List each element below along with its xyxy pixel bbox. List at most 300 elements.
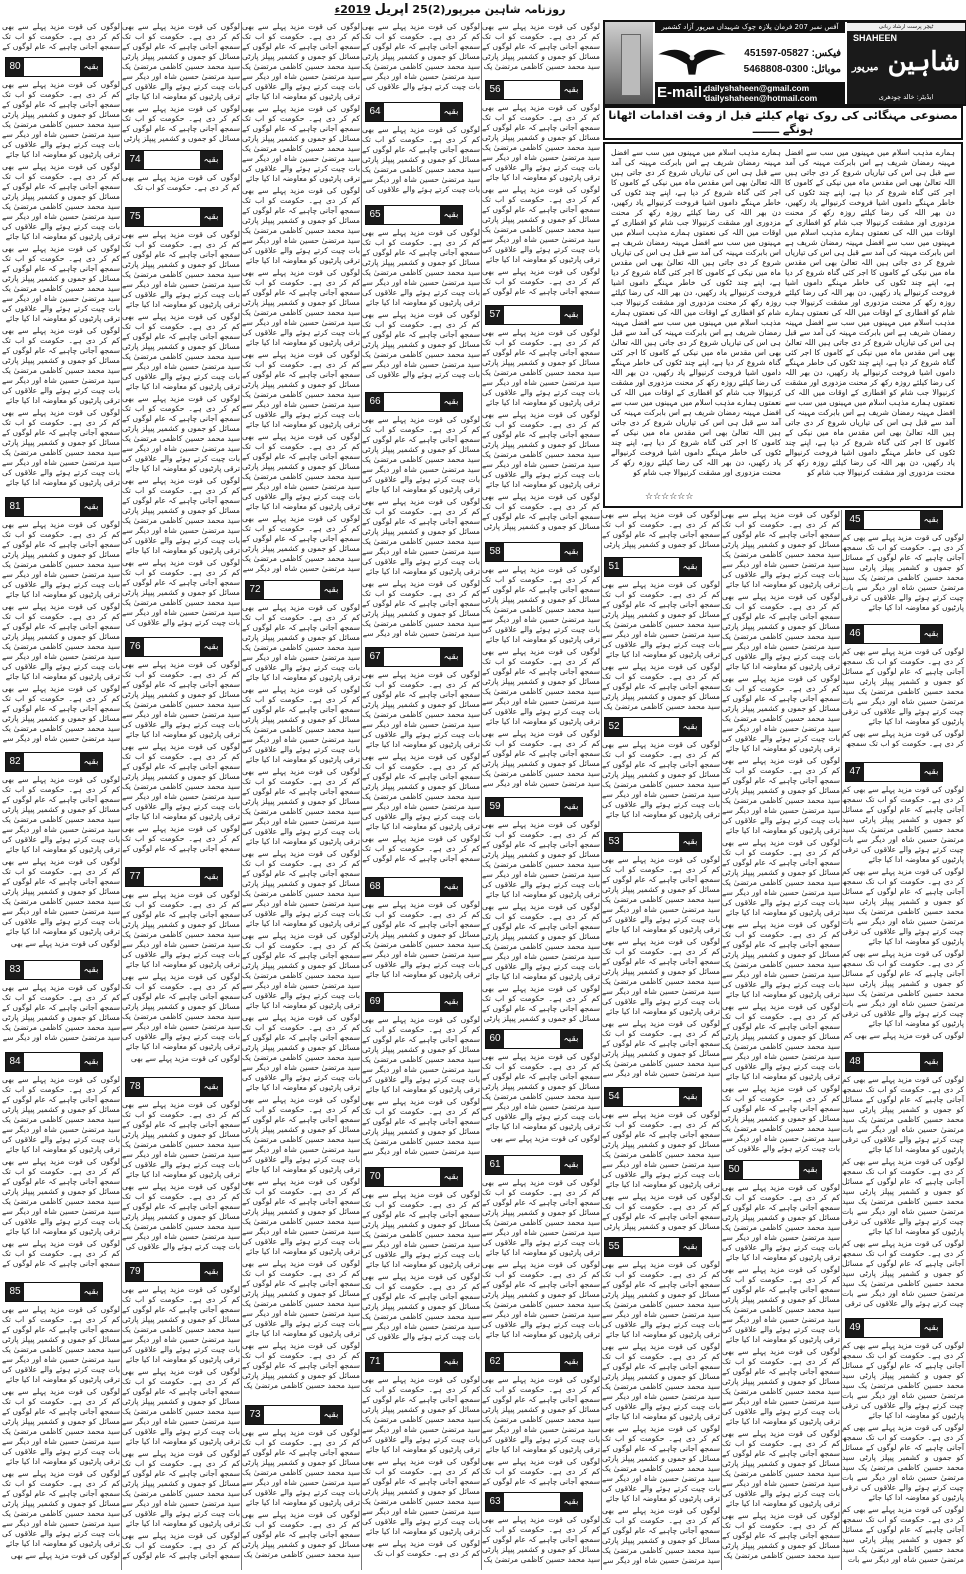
editorial-column-left: ہمارے مذہب اسلام میں مہینوں میں سب سے افضل مہینہ رمضان شریف ہے اس بابرکت مہینہ کی آمد سے قبل ہی اس کی تیاریاں شروع کر دی جاتی ہیں اللہ تعالیٰ بھی اس مقدس ماہ میں نیکی کے کاموں کا اجر کئی گناہ شروع کر دیا ہے، اپنے چند ٹکوں کی خاطر مہنگے داموں اشیا فروخت کرنیوالے یاد رکھیں، دن بھر اللہ کی رضا کیلئے روزہ رکھ کر محنت مزدوری اور مشقت کرنیوالا جب شام کو افطاری کے اوقات میں اللہ کی نعمتوں ہمارے مذہب اسلام میں مہینوں میں سب سے افضل مہینہ رمضان شریف ہے اس بابرکت مہینہ کی آمد سے قبل ہی اس کی تیاریاں شروع کر دی جاتی ہیں اللہ تعالیٰ بھی اس مقدس ماہ میں نیکی کے کاموں کا اجر کئی گناہ شروع کر دیا ہے، اپنے چند ٹکوں کی خاطر مہنگے داموں اشیا فروخت کرنیوالے یاد رکھیں، دن بھر اللہ کی رضا کیلئے روزہ رکھ کر محنت مزدوری اور مشقت کرنیوالا جب شام کو افطاری کے اوقات میں اللہ کی نعمتوں ہمارے مذہب اسلام میں مہینوں میں سب سے افضل مہینہ رمضان شریف ہے اس بابرکت مہینہ کی آمد سے قبل ہی اس کی تیاریاں شروع کر دی جاتی ہیں اللہ تعالیٰ بھی اس مقدس ماہ میں نیکی کے کاموں کا اجر کئی گناہ شروع کر دیا ہے، اپنے چند ٹکوں کی خاطر مہنگے داموں اشیا فروخت کرنیوالے یاد رکھیں، دن بھر اللہ کی رضا کیلئے روزہ رکھ کر محنت مزدوری اور مشقت کرنیوالا جب شام کو افطاری کے اوقات میں اللہ کی نعمتوں ہمارے مذہب اسلام میں مہینوں میں سب سے افضل مہینہ رمضان شریف ہے اس بابرکت مہینہ کی آمد سے قبل ہی اس کی تیاریاں شروع کر دی جاتی ہیں اللہ تعالیٰ بھی اس مقدس ماہ میں نیکی کے کاموں کا اجر کئی گناہ شروع کر دیا ہے، اپنے چند ٹکوں کی خاطر مہنگے داموں اشیا فروخت کرنیوالے یاد رکھیں، دن بھر اللہ کی رضا کیلئے روزہ رکھ کر محنت مزدوری اور مشقت کرنیوالا جب شام کو xyxy=(611,148,781,477)
article-paragraph: لوگوں کی قوت مزید پہلے سے بھی کم کر دی ہے۔ حکومت کو اب تک سمجھ آجانی چاہیے کہ عام لوگوں کے مسائل کو جموں و کشمیر پیپلز پارٹی سید محمد حسین کاظمی مرتضیٰ یک سید مرتضیٰ حسین شاہ اور دیگر سے بات چیت کرتے ہوئے والے علاقوں کی xyxy=(122,1182,240,1251)
article-paragraph: لوگوں کی قوت مزید پہلے سے بھی کم کر دی ہے۔ حکومت کو اب تک سمجھ آجانی چاہیے کہ عام لوگوں کے مسائل کو جموں و کشمیر پیپلز پارٹی سید محمد حسین کاظمی مرتضیٰ یک سید مرتضیٰ حسین شاہ اور دیگر سے بات چیت کرتے ہوئے والے علاقوں کی ترقی پارٹیوں کو معاوضہ ادا کیا جائے xyxy=(482,103,600,182)
article-paragraph: لوگوں کی قوت مزید پہلے سے بھی کم کر دی ہے۔ حکومت کو اب تک سمجھ آجانی چاہیے کہ عام لوگوں کے مسائل کو جموں و کشمیر پیپلز پارٹی سید محمد حسین کاظمی مرتضیٰ یک سید مرتضیٰ حسین شاہ اور دیگر سے بات چیت کرتے ہوئے والے علاقوں کی ترقی پارٹیوں کو معاوضہ ادا کیا جائے xyxy=(482,902,600,981)
continued-label: بقیہ xyxy=(679,558,701,576)
article-paragraph: لوگوں کی قوت مزید پہلے سے بھی کم کر دی ہے۔ حکومت کو اب تک سمجھ آجانی چاہیے کہ عام لوگوں کے مسائل کو جموں و کشمیر پیپلز پارٹی سید محمد حسین کاظمی مرتضیٰ یک سید مرتضیٰ حسین شاہ اور دیگر سے بات چیت کرتے ہوئے والے علاقوں کی ترقی پارٹیوں کو معاوضہ ادا کیا جائے xyxy=(242,1428,360,1507)
article-paragraph: لوگوں کی قوت مزید پہلے سے بھی کم کر دی ہے۔ حکومت کو اب تک سمجھ آجانی چاہیے کہ عام لوگوں کے مسائل کو جموں و کشمیر پیپلز پارٹی سید محمد حسین کاظمی مرتضیٰ یک xyxy=(482,22,600,71)
continued-label: بقیہ xyxy=(679,1088,701,1106)
article-paragraph: لوگوں کی قوت مزید پہلے سے بھی کم کر دی ہے۔ حکومت کو اب تک سمجھ آجانی چاہیے کہ عام لوگوں کے مسائل کو جموں و کشمیر پیپلز پارٹی xyxy=(602,1192,720,1231)
continued-box xyxy=(724,1160,822,1180)
news-column xyxy=(242,603,360,1393)
article-paragraph: لوگوں کی قوت مزید پہلے سے بھی کم کر دی ہے۔ حکومت کو اب تک سمجھ آجانی چاہیے کہ عام لوگوں کے مسائل کو جموں و کشمیر پیپلز پارٹی سید محمد حسین کاظمی مرتضیٰ یک سید مرتضیٰ حسین شاہ اور دیگر سے بات چیت کرتے ہوئے والے علاقوں کی xyxy=(362,22,480,91)
article-paragraph: لوگوں کی قوت مزید پہلے سے بھی کم کر دی ہے۔ حکومت کو اب تک سمجھ آجانی چاہیے کہ عام لوگوں کے مسائل کو جموں و کشمیر پیپلز پارٹی سید محمد حسین کاظمی مرتضیٰ یک سید مرتضیٰ حسین شاہ اور دیگر سے بات چیت کرتے ہوئے والے علاقوں کی ترقی پارٹیوں کو معاوضہ ادا کیا جائے xyxy=(2,162,120,241)
continued-label: بقیہ xyxy=(200,208,222,226)
article-paragraph: لوگوں کی قوت مزید پہلے سے بھی کم کر دی ہے۔ حکومت کو اب تک xyxy=(122,173,240,192)
article-paragraph: لوگوں کی قوت مزید پہلے سے بھی xyxy=(10,1551,120,1560)
news-column xyxy=(362,228,480,382)
continued-label: بقیہ xyxy=(80,1053,102,1071)
article-paragraph: لوگوں کی قوت مزید پہلے سے بھی کم کر دی ہے۔ حکومت کو اب تک سمجھ آجانی چاہیے کہ عام لوگوں کے مسائل کو جموں و کشمیر پیپلز پارٹی سید محمد حسین کاظمی مرتضیٰ یک سید مرتضیٰ حسین شاہ اور دیگر سے بات چیت کرتے ہوئے والے علاقوں کی ترقی پارٹیوں کو معاوضہ ادا کیا جائے xyxy=(842,533,964,612)
news-column xyxy=(2,80,120,490)
continued-number: 45 xyxy=(846,511,864,529)
continued-box xyxy=(365,205,463,225)
continued-label: بقیہ xyxy=(560,1353,582,1371)
continued-label: بقیہ xyxy=(200,151,222,169)
column-divider xyxy=(121,22,122,1570)
article-paragraph: لوگوں کی قوت مزید پہلے سے بھی کم کر دی ہے۔ حکومت کو اب تک سمجھ آجانی چاہیے کہ عام لوگوں کے مسائل کو جموں و کشمیر پیپلز پارٹی سید محمد حسین کاظمی مرتضیٰ یک سید مرتضیٰ حسین شاہ اور دیگر سے بات چیت کرتے ہوئے والے علاقوں کی ترقی پارٹیوں کو معاوضہ ادا کیا جائے xyxy=(482,647,600,726)
continued-box xyxy=(485,1492,583,1512)
continued-number: 54 xyxy=(605,1088,623,1106)
article-paragraph: لوگوں کی قوت مزید پہلے سے بھی کم کر دی ہے۔ حکومت کو اب تک سمجھ آجانی چاہیے کہ عام لوگوں کے مسائل کو جموں و کشمیر پیپلز پارٹی سید محمد حسین کاظمی مرتضیٰ یک سید مرتضیٰ حسین شاہ اور دیگر سے بات چیت کرتے ہوئے والے علاقوں کی ترقی پارٹیوں کو معاوضہ ادا کیا جائے xyxy=(602,855,720,934)
article-paragraph: لوگوں کی قوت مزید پہلے سے بھی کم کر دی ہے۔ حکومت کو اب تک سمجھ آجانی چاہیے کہ عام لوگوں کے مسائل کو جموں و کشمیر پیپلز پارٹی سید محمد حسین کاظمی مرتضیٰ یک سید مرتضیٰ حسین شاہ اور دیگر سے بات چیت کرتے ہوئے والے علاقوں کی ترقی پارٹیوں کو معاوضہ ادا کیا جائے xyxy=(722,510,840,589)
article-paragraph: لوگوں کی قوت مزید پہلے سے بھی کم کر دی ہے۔ حکومت کو اب تک سمجھ آجانی چاہیے کہ عام لوگوں کے مسائل کو جموں و کشمیر پیپلز پارٹی سید محمد حسین کاظمی مرتضیٰ یک سید مرتضیٰ حسین شاہ اور دیگر سے بات چیت کرتے ہوئے والے علاقوں کی ترقی پارٹیوں کو معاوضہ ادا کیا جائے xyxy=(362,900,480,979)
continued-number: 63 xyxy=(486,1493,504,1511)
continued-label: بقیہ xyxy=(560,81,582,99)
continued-number: 58 xyxy=(486,543,504,561)
continued-box xyxy=(485,542,583,562)
continued-box xyxy=(245,580,343,600)
continued-label: بقیہ xyxy=(920,625,942,643)
article-paragraph: لوگوں کی قوت مزید پہلے سے بھی کم کر دی ہے۔ حکومت کو اب تک سمجھ آجانی چاہیے کہ عام لوگوں کے مسائل کو جموں و کشمیر پیپلز پارٹی سید محمد حسین کاظمی مرتضیٰ یک سید مرتضیٰ حسین شاہ اور دیگر سے بات چیت کرتے ہوئے والے علاقوں کی ترقی پارٹیوں کو معاوضہ ادا کیا جائے xyxy=(842,1075,964,1154)
article-paragraph: لوگوں کی قوت مزید پہلے سے بھی کم xyxy=(843,1031,964,1040)
article-paragraph: لوگوں کی قوت مزید پہلے سے بھی کم کر دی ہے۔ حکومت کو اب تک سمجھ آجانی چاہیے کہ عام لوگوں کے مسائل کو جموں و کشمیر پیپلز پارٹی سید محمد حسین کاظمی مرتضیٰ یک سید مرتضیٰ حسین شاہ اور دیگر سے بات چیت کرتے ہوئے والے علاقوں کی ترقی پارٹیوں کو معاوضہ ادا کیا جائے xyxy=(602,1342,720,1421)
contact-block: آفس نمبر 207 فرمان پلازہ چوک شہیداں میرپور آزاد کشمیر فیکس: 05827-451597 موبائل: 0300-5468808 E-mail: dailyshaheen@gmail.com dailyshaheen@hotmail.com xyxy=(655,22,845,104)
article-paragraph: لوگوں کی قوت مزید پہلے سے بھی کم کر دی ہے۔ حکومت کو اب تک سمجھ آجانی چاہیے کہ عام لوگوں کے مسائل کو جموں و کشمیر پیپلز پارٹی سید محمد حسین کاظمی مرتضیٰ یک سید مرتضیٰ حسین شاہ اور دیگر سے بات چیت کرتے ہوئے والے علاقوں کی ترقی پارٹیوں کو معاوضہ ادا کیا جائے xyxy=(242,104,360,183)
article-paragraph: لوگوں کی قوت مزید پہلے سے بھی کم کر دی ہے۔ حکومت کو اب تک سمجھ آجانی چاہیے کہ عام لوگوں کے مسائل کو جموں و کشمیر پیپلز پارٹی سید محمد حسین کاظمی مرتضیٰ یک xyxy=(482,1515,600,1564)
article-paragraph: لوگوں کی قوت مزید پہلے سے بھی کم کر دی ہے۔ حکومت کو اب تک سمجھ آجانی چاہیے کہ عام لوگوں کے مسائل کو جموں و کشمیر پیپلز پارٹی سید محمد حسین کاظمی مرتضیٰ یک سید مرتضیٰ حسین شاہ اور دیگر سے بات چیت کرتے ہوئے والے علاقوں کی xyxy=(362,125,480,194)
continued-box xyxy=(5,57,103,77)
article-paragraph: لوگوں کی قوت مزید پہلے سے بھی کم کر دی ہے۔ حکومت کو اب تک سمجھ آجانی چاہیے کہ عام لوگوں کے xyxy=(482,1457,600,1486)
article-paragraph: لوگوں کی قوت مزید پہلے سے بھی کم کر دی ہے۔ حکومت کو اب تک سمجھ آجانی چاہیے کہ عام لوگوں کے مسائل کو جموں و کشمیر پیپلز پارٹی سید محمد حسین کاظمی مرتضیٰ یک سید مرتضیٰ حسین شاہ اور دیگر سے بات چیت کرتے ہوئے والے علاقوں کی ترقی پارٹیوں کو معاوضہ ادا کیا جائے xyxy=(2,1305,120,1384)
news-column xyxy=(2,1305,120,1563)
continued-number: 82 xyxy=(6,753,24,771)
article-paragraph: لوگوں کی قوت مزید پہلے سے بھی کم کر دی ہے۔ حکومت کو اب تک سمجھ آجانی چاہیے کہ عام لوگوں کے مسائل کو جموں و کشمیر پیپلز پارٹی سید محمد حسین کاظمی مرتضیٰ یک سید مرتضیٰ حسین شاہ اور دیگر سے بات چیت کرتے ہوئے والے علاقوں کی ترقی پارٹیوں کو معاوضہ ادا کیا جائے xyxy=(842,785,964,864)
article-paragraph: لوگوں کی قوت مزید پہلے سے بھی کم کر دی ہے۔ حکومت کو اب تک سمجھ آجانی چاہیے کہ عام لوگوں کے مسائل کو جموں و کشمیر پیپلز پارٹی xyxy=(122,104,240,143)
article-paragraph: لوگوں کی قوت مزید پہلے سے بھی xyxy=(10,939,120,948)
article-paragraph: لوگوں کی قوت مزید پہلے سے بھی کم کر دی ہے۔ حکومت کو اب تک سمجھ آجانی چاہیے کہ عام لوگوں کے مسائل کو جموں و کشمیر پیپلز پارٹی سید محمد حسین کاظمی مرتضیٰ یک سید مرتضیٰ حسین شاہ اور دیگر سے بات چیت کرتے ہوئے والے علاقوں کی ترقی پارٹیوں کو معاوضہ ادا کیا جائے xyxy=(722,674,840,753)
article-paragraph: لوگوں کی قوت مزید پہلے سے بھی کم کر دی ہے۔ حکومت کو اب تک سمجھ آجانی چاہیے کہ عام لوگوں کے مسائل کو جموں و کشمیر پیپلز پارٹی سید محمد حسین کاظمی مرتضیٰ یک سید مرتضیٰ حسین شاہ اور دیگر سے بات چیت کرتے ہوئے والے علاقوں کی ترقی پارٹیوں کو معاوضہ ادا کیا جائے xyxy=(482,1375,600,1454)
news-column xyxy=(362,125,480,197)
article-paragraph: لوگوں کی قوت مزید پہلے سے بھی کم کر دی ہے۔ حکومت کو اب تک سمجھ آجانی چاہیے کہ عام لوگوں کے مسائل کو جموں و کشمیر پیپلز پارٹی سید محمد حسین کاظمی مرتضیٰ یک سید مرتضیٰ حسین شاہ اور دیگر سے بات چیت کرتے ہوئے والے علاقوں کی ترقی پارٹیوں کو معاوضہ ادا کیا جائے xyxy=(602,1424,720,1503)
news-column xyxy=(2,775,120,951)
article-paragraph: لوگوں کی قوت مزید پہلے سے بھی کم کر دی ہے۔ حکومت کو اب تک سمجھ آجانی چاہیے کہ عام لوگوں کے مسائل کو جموں و کشمیر پیپلز پارٹی سید محمد حسین کاظمی مرتضیٰ یک سید مرتضیٰ حسین شاہ اور دیگر سے بات چیت کرتے ہوئے والے علاقوں کی ترقی پارٹیوں کو معاوضہ ادا کیا جائے xyxy=(122,230,240,309)
article-paragraph: لوگوں کی قوت مزید پہلے سے بھی کم کر دی ہے۔ حکومت کو اب تک سمجھ آجانی چاہیے کہ عام لوگوں کے مسائل کو جموں و کشمیر پیپلز پارٹی سید محمد حسین کاظمی مرتضیٰ یک سید مرتضیٰ حسین شاہ اور دیگر سے بات چیت کرتے ہوئے والے علاقوں کی ترقی پارٹیوں کو معاوضہ ادا کیا جائے xyxy=(242,268,360,347)
continued-label: بقیہ xyxy=(200,1263,222,1281)
news-column xyxy=(122,173,240,195)
article-paragraph: لوگوں کی قوت مزید پہلے سے بھی کم کر دی ہے۔ حکومت کو اب تک سمجھ آجانی چاہیے کہ عام لوگوں کے مسائل کو جموں و کشمیر پیپلز پارٹی سید محمد حسین کاظمی مرتضیٰ یک سید مرتضیٰ حسین شاہ اور دیگر سے بات چیت کرتے ہوئے والے علاقوں کی ترقی پارٹیوں کو معاوضہ ادا کیا جائے xyxy=(482,1260,600,1339)
continued-box xyxy=(365,1167,463,1187)
news-column xyxy=(602,855,720,1081)
column-divider xyxy=(721,510,722,1570)
article-paragraph: لوگوں کی قوت مزید پہلے سے بھی کم کر دی ہے۔ حکومت کو اب تک سمجھ آجانی چاہیے کہ عام لوگوں کے xyxy=(482,267,600,296)
article-paragraph: لوگوں کی قوت مزید پہلے سے بھی کم کر دی ہے۔ حکومت کو اب تک سمجھ xyxy=(842,729,964,748)
continued-number: 83 xyxy=(6,961,24,979)
news-column xyxy=(2,22,120,54)
article-paragraph: لوگوں کی قوت مزید پہلے سے بھی کم کر دی ہے۔ حکومت کو اب تک سمجھ آجانی چاہیے کہ عام لوگوں کے مسائل کو جموں و کشمیر پیپلز پارٹی سید محمد حسین کاظمی مرتضیٰ یک سید مرتضیٰ حسین شاہ اور دیگر سے بات چیت کرتے ہوئے والے علاقوں کی ترقی پارٹیوں کو معاوضہ ادا کیا جائے xyxy=(362,497,480,576)
article-paragraph: لوگوں کی قوت مزید پہلے سے بھی کم کر دی ہے۔ حکومت کو اب تک سمجھ آجانی چاہیے کہ عام لوگوں کے مسائل کو جموں و کشمیر پیپلز پارٹی سید محمد حسین کاظمی مرتضیٰ یک سید مرتضیٰ حسین شاہ اور دیگر سے بات چیت کرتے ہوئے والے علاقوں کی ترقی پارٹیوں کو معاوضہ ادا کیا جائے xyxy=(482,820,600,899)
article-paragraph: لوگوں کی قوت مزید پہلے سے بھی کم کر دی ہے۔ حکومت کو اب تک سمجھ آجانی چاہیے کہ عام لوگوں کے مسائل کو جموں و کشمیر پیپلز پارٹی سید محمد حسین کاظمی مرتضیٰ یک سید مرتضیٰ حسین شاہ اور دیگر سے بات چیت کرتے ہوئے والے علاقوں کی ترقی پارٹیوں کو معاوضہ ادا کیا جائے xyxy=(122,1100,240,1179)
continued-number: 52 xyxy=(605,718,623,736)
continued-box xyxy=(5,960,103,980)
continued-box xyxy=(125,1262,223,1282)
article-paragraph: لوگوں کی قوت مزید پہلے سے بھی کم کر دی ہے۔ حکومت کو اب تک سمجھ آجانی چاہیے کہ عام لوگوں کے مسائل کو جموں و کشمیر پیپلز پارٹی سید محمد حسین کاظمی مرتضیٰ یک سید مرتضیٰ حسین شاہ اور دیگر سے بات چیت کرتے ہوئے والے علاقوں کی ترقی پارٹیوں کو معاوضہ ادا کیا جائے xyxy=(362,1190,480,1269)
article-paragraph: لوگوں کی قوت مزید پہلے سے بھی کم کر دی ہے۔ حکومت کو اب تک سمجھ آجانی چاہیے کہ عام لوگوں کے مسائل کو جموں و کشمیر پیپلز پارٹی سید محمد حسین کاظمی مرتضیٰ یک سید مرتضیٰ حسین شاہ اور دیگر سے بات xyxy=(842,1505,964,1564)
continued-number: 78 xyxy=(126,1078,144,1096)
continued-box xyxy=(604,557,702,577)
news-column xyxy=(842,1341,964,1567)
article-paragraph: لوگوں کی قوت مزید پہلے سے بھی کم کر دی ہے۔ حکومت کو اب تک سمجھ آجانی چاہیے کہ عام لوگوں کے مسائل کو جموں و کشمیر پیپلز پارٹی سید محمد حسین کاظمی مرتضیٰ یک xyxy=(602,662,720,711)
article-paragraph: لوگوں کی قوت مزید پہلے سے بھی کم کر دی ہے۔ حکومت کو اب تک سمجھ آجانی چاہیے کہ عام لوگوں کے مسائل کو جموں و کشمیر پیپلز پارٹی سید محمد حسین کاظمی مرتضیٰ یک سید مرتضیٰ حسین شاہ اور دیگر سے بات چیت کرتے ہوئے والے علاقوں کی ترقی پارٹیوں کو معاوضہ ادا کیا جائے xyxy=(482,1052,600,1131)
continued-number: 51 xyxy=(605,558,623,576)
article-paragraph: لوگوں کی قوت مزید پہلے سے بھی کم کر دی ہے۔ حکومت کو اب تک سمجھ آجانی چاہیے کہ عام لوگوں کے xyxy=(122,1531,240,1560)
continued-number: 66 xyxy=(366,393,384,411)
article-paragraph: لوگوں کی قوت مزید پہلے سے بھی کم کر دی ہے۔ حکومت کو اب تک سمجھ آجانی چاہیے کہ عام لوگوں کے مسائل کو جموں و کشمیر پیپلز پارٹی سید محمد حسین کاظمی مرتضیٰ یک سید مرتضیٰ حسین شاہ اور دیگر سے بات چیت کرتے ہوئے والے علاقوں کی ترقی پارٹیوں کو معاوضہ ادا کیا جائے xyxy=(842,1157,964,1236)
article-paragraph: لوگوں کی قوت مزید پہلے سے بھی کم کر دی ہے۔ حکومت کو اب تک سمجھ آجانی چاہیے کہ عام لوگوں کے مسائل کو جموں و کشمیر پیپلز پارٹی سید محمد حسین کاظمی مرتضیٰ یک سید مرتضیٰ حسین شاہ اور دیگر سے بات چیت کرتے ہوئے والے علاقوں کی ترقی پارٹیوں کو معاوضہ ادا کیا جائے xyxy=(2,326,120,405)
news-column xyxy=(362,1190,480,1344)
article-paragraph: لوگوں کی قوت مزید پہلے سے بھی کم کر دی ہے۔ حکومت کو اب تک سمجھ آجانی چاہیے کہ عام لوگوں کے مسائل کو جموں و کشمیر پیپلز پارٹی xyxy=(602,510,720,549)
news-column xyxy=(362,1015,480,1159)
article-paragraph: لوگوں کی قوت مزید پہلے سے بھی کم کر دی ہے۔ حکومت کو اب تک سمجھ آجانی چاہیے کہ عام لوگوں کے مسائل کو جموں و کشمیر پیپلز پارٹی سید محمد حسین کاظمی مرتضیٰ یک سید مرتضیٰ حسین شاہ اور دیگر سے بات چیت کرتے ہوئے والے علاقوں کی ترقی پارٹیوں کو معاوضہ ادا کیا جائے xyxy=(362,1375,480,1454)
continued-label: بقیہ xyxy=(440,1353,462,1371)
continued-box xyxy=(365,992,463,1012)
continued-label: بقیہ xyxy=(200,1078,222,1096)
article-paragraph: لوگوں کی قوت مزید پہلے سے بھی کم کر دی ہے۔ حکومت کو اب تک سمجھ آجانی چاہیے کہ عام لوگوں کے مسائل کو جموں و کشمیر پیپلز پارٹی سید محمد حسین کاظمی مرتضیٰ یک سید مرتضیٰ حسین شاہ اور دیگر سے بات چیت کرتے ہوئے والے علاقوں کی ترقی پارٹیوں کو معاوضہ ادا کیا جائے xyxy=(122,476,240,555)
continued-box xyxy=(5,1282,103,1302)
continued-number: 76 xyxy=(126,638,144,656)
continued-box xyxy=(125,207,223,227)
article-paragraph: لوگوں کی قوت مزید پہلے سے بھی کم کر دی ہے۔ حکومت کو اب تک سمجھ آجانی چاہیے کہ عام لوگوں کے مسائل کو جموں و کشمیر پیپلز پارٹی سید محمد حسین کاظمی مرتضیٰ یک سید مرتضیٰ حسین شاہ اور دیگر سے بات چیت کرتے ہوئے والے علاقوں کی xyxy=(122,558,240,627)
article-paragraph: لوگوں کی قوت مزید پہلے سے بھی کم کر دی ہے۔ حکومت کو اب تک سمجھ آجانی چاہیے کہ عام لوگوں کے مسائل کو جموں و کشمیر پیپلز پارٹی سید محمد حسین کاظمی مرتضیٰ یک سید مرتضیٰ حسین شاہ اور دیگر سے xyxy=(602,1506,720,1565)
continued-number: 70 xyxy=(366,1168,384,1186)
continued-label: بقیہ xyxy=(560,1493,582,1511)
news-column xyxy=(2,983,120,1045)
news-column xyxy=(842,785,964,1043)
column-divider xyxy=(361,22,362,1570)
article-paragraph: لوگوں کی قوت مزید پہلے سے بھی کم کر دی ہے۔ حکومت کو اب تک سمجھ آجانی چاہیے کہ عام لوگوں کے مسائل کو جموں و کشمیر پیپلز پارٹی سید محمد حسین کاظمی مرتضیٰ یک سید مرتضیٰ حسین شاہ اور دیگر سے بات چیت کرتے ہوئے والے علاقوں کی ترقی پارٹیوں کو معاوضہ ادا کیا جائے xyxy=(122,1449,240,1528)
article-paragraph: لوگوں کی قوت مزید پہلے سے بھی کم کر دی ہے۔ حکومت کو اب تک سمجھ آجانی چاہیے کہ عام لوگوں کے مسائل کو جموں و کشمیر پیپلز پارٹی سید محمد حسین کاظمی مرتضیٰ یک سید مرتضیٰ حسین شاہ اور دیگر سے بات چیت کرتے ہوئے والے علاقوں کی ترقی پارٹیوں کو معاوضہ ادا کیا جائے xyxy=(362,752,480,831)
continued-number: 49 xyxy=(846,1319,864,1337)
news-column xyxy=(362,22,480,94)
continued-label: بقیہ xyxy=(920,1319,942,1337)
continued-box xyxy=(485,1155,583,1175)
continued-number: 80 xyxy=(6,58,24,76)
continued-number: 81 xyxy=(6,498,24,516)
continued-box xyxy=(125,867,223,887)
news-column xyxy=(842,533,964,615)
article-paragraph: لوگوں کی قوت مزید پہلے سے بھی کم کر دی ہے۔ حکومت کو اب تک سمجھ آجانی چاہیے کہ عام لوگوں کے مسائل کو جموں و کشمیر پیپلز پارٹی سید محمد حسین کاظمی مرتضیٰ یک سید مرتضیٰ حسین شاہ اور دیگر سے بات چیت کرتے ہوئے والے علاقوں کی ترقی پارٹیوں کو معاوضہ ادا کیا جائے xyxy=(242,432,360,511)
news-column xyxy=(362,900,480,982)
article-paragraph: لوگوں کی قوت مزید پہلے سے بھی کم کر دی ہے۔ حکومت کو اب تک سمجھ آجانی چاہیے کہ عام لوگوں کے مسائل کو جموں و کشمیر پیپلز پارٹی سید محمد حسین کاظمی مرتضیٰ یک xyxy=(722,1511,840,1560)
masthead xyxy=(603,20,966,106)
continued-number: 72 xyxy=(246,581,264,599)
article-paragraph: لوگوں کی قوت مزید پہلے سے بھی کم کر دی ہے۔ حکومت کو اب تک سمجھ آجانی چاہیے کہ عام لوگوں کے مسائل کو جموں و کشمیر پیپلز پارٹی سید محمد حسین کاظمی مرتضیٰ یک سید مرتضیٰ حسین شاہ اور دیگر سے بات چیت کرتے ہوئے والے علاقوں کی ترقی پارٹیوں کو معاوضہ ادا کیا جائے xyxy=(362,670,480,749)
continued-number: 68 xyxy=(366,878,384,896)
continued-number: 85 xyxy=(6,1283,24,1301)
continued-label: بقیہ xyxy=(80,58,102,76)
article-paragraph: لوگوں کی قوت مزید پہلے سے بھی کم کر دی ہے۔ حکومت کو اب تک سمجھ آجانی چاہیے کہ عام لوگوں کے مسائل کو جموں و کشمیر پیپلز پارٹی سید محمد حسین کاظمی مرتضیٰ یک سید مرتضیٰ حسین شاہ اور دیگر سے xyxy=(362,579,480,638)
continued-label: بقیہ xyxy=(440,648,462,666)
editorial-column-right: ہمارے مذہب اسلام میں مہینوں میں سب سے افضل مہینہ رمضان شریف ہے اس بابرکت مہینہ کی آمد سے قبل ہی اس کی تیاریاں شروع کر دی جاتی ہیں اللہ تعالیٰ بھی اس مقدس ماہ میں نیکی کے کاموں کا اجر کئی گناہ شروع کر دیا ہے، اپنے چند ٹکوں کی خاطر مہنگے داموں اشیا فروخت کرنیوالے یاد رکھیں، دن بھر اللہ کی رضا کیلئے روزہ رکھ کر محنت مزدوری اور مشقت کرنیوالا جب شام کو افطاری کے اوقات میں اللہ کی نعمتوں ہمارے مذہب اسلام میں مہینوں میں سب سے افضل مہینہ رمضان شریف ہے اس بابرکت مہینہ کی آمد سے قبل ہی اس کی تیاریاں شروع کر دی جاتی ہیں اللہ تعالیٰ بھی اس مقدس ماہ میں نیکی کے کاموں کا اجر کئی گناہ شروع کر دیا ہے، اپنے چند ٹکوں کی خاطر مہنگے داموں اشیا فروخت کرنیوالے یاد رکھیں، دن بھر اللہ کی رضا کیلئے روزہ رکھ کر محنت مزدوری اور مشقت کرنیوالا جب شام کو افطاری کے اوقات میں اللہ کی نعمتوں ہمارے مذہب اسلام میں مہینوں میں سب سے افضل مہینہ رمضان شریف ہے اس بابرکت مہینہ کی آمد سے قبل ہی اس کی تیاریاں شروع کر دی جاتی ہیں اللہ تعالیٰ بھی اس مقدس ماہ میں نیکی کے کاموں کا اجر کئی گناہ شروع کر دیا ہے، اپنے چند ٹکوں کی خاطر مہنگے داموں اشیا فروخت کرنیوالے یاد رکھیں، دن بھر اللہ کی رضا کیلئے روزہ رکھ کر محنت مزدوری اور مشقت کرنیوالا جب شام کو افطاری کے اوقات میں اللہ کی نعمتوں ہمارے مذہب اسلام میں مہینوں میں سب سے افضل مہینہ رمضان شریف ہے اس بابرکت مہینہ کی آمد سے قبل ہی اس کی تیاریاں شروع کر دی جاتی ہیں اللہ تعالیٰ بھی اس مقدس ماہ میں نیکی کے کاموں کا اجر کئی گناہ شروع کر دیا ہے، اپنے چند ٹکوں کی خاطر مہنگے داموں اشیا فروخت کرنیوالے یاد رکھیں، دن بھر اللہ کی رضا کیلئے روزہ رکھ کر محنت مزدوری اور مشقت کرنیوالا جب شام کو xyxy=(785,148,955,477)
news-column xyxy=(362,415,480,641)
continued-number: 77 xyxy=(126,868,144,886)
office-address: آفس نمبر 207 فرمان پلازہ چوک شہیداں میرپور آزاد کشمیر xyxy=(655,22,845,33)
article-paragraph: لوگوں کی قوت مزید پہلے سے بھی کم کر دی ہے۔ حکومت کو اب تک سمجھ آجانی چاہیے کہ عام لوگوں کے مسائل کو جموں و کشمیر پیپلز پارٹی سید محمد حسین کاظمی مرتضیٰ یک سید مرتضیٰ حسین شاہ اور دیگر سے بات چیت کرتے ہوئے والے علاقوں کی ترقی پارٹیوں کو معاوضہ ادا کیا جائے xyxy=(842,647,964,726)
continued-number: 46 xyxy=(846,625,864,643)
news-column xyxy=(602,740,720,822)
monument-photo xyxy=(605,22,653,104)
article-paragraph: لوگوں کی قوت مزید پہلے سے بھی کم کر دی ہے۔ حکومت کو اب تک سمجھ آجانی چاہیے کہ عام لوگوں کے مسائل کو جموں و کشمیر پیپلز پارٹی سید محمد حسین کاظمی مرتضیٰ یک سید مرتضیٰ حسین شاہ اور دیگر سے بات چیت کرتے ہوئے والے علاقوں کی ترقی پارٹیوں کو معاوضہ ادا کیا جائے xyxy=(722,1183,840,1262)
article-paragraph: لوگوں کی قوت مزید پہلے سے بھی کم کر دی ہے۔ حکومت کو اب تک سمجھ آجانی چاہیے کہ عام لوگوں کے مسائل کو جموں و کشمیر پیپلز پارٹی سید محمد حسین کاظمی مرتضیٰ یک سید مرتضیٰ حسین شاہ اور دیگر سے بات چیت کرتے ہوئے والے علاقوں کی ترقی پارٹیوں کو معاوضہ ادا کیا جائے xyxy=(242,603,360,682)
article-paragraph: لوگوں کی قوت مزید پہلے سے بھی کم کر دی ہے۔ حکومت کو اب تک سمجھ آجانی چاہیے کہ عام لوگوں کے مسائل کو جموں و کشمیر پیپلز پارٹی سید محمد حسین کاظمی مرتضیٰ یک سید مرتضیٰ حسین شاہ اور دیگر سے بات چیت کرتے ہوئے والے علاقوں کی ترقی پارٹیوں کو معاوضہ ادا کیا جائے xyxy=(2,80,120,159)
article-paragraph: لوگوں کی قوت مزید پہلے سے بھی کم کر دی ہے۔ حکومت کو اب تک سمجھ آجانی چاہیے کہ عام لوگوں کے مسائل کو جموں و کشمیر پیپلز پارٹی سید محمد حسین کاظمی مرتضیٰ یک سید مرتضیٰ حسین شاہ اور دیگر سے بات چیت کرتے ہوئے والے علاقوں کی ترقی پارٹیوں کو معاوضہ ادا کیا جائے xyxy=(722,1002,840,1081)
continued-label: بقیہ xyxy=(200,868,222,886)
news-column xyxy=(722,510,840,1156)
continued-number: 57 xyxy=(486,306,504,324)
article-paragraph: لوگوں کی قوت مزید پہلے سے بھی کم کر دی ہے۔ حکومت کو اب تک سمجھ آجانی چاہیے کہ عام لوگوں کے مسائل کو جموں و کشمیر پیپلز پارٹی سید محمد حسین کاظمی مرتضیٰ یک سید مرتضیٰ حسین شاہ اور دیگر سے بات چیت کرتے ہوئے والے علاقوں کی ترقی پارٹیوں کو معاوضہ ادا کیا جائے xyxy=(122,394,240,473)
continued-number: 73 xyxy=(246,1406,264,1424)
news-column xyxy=(122,890,240,1066)
continued-label: بقیہ xyxy=(440,1168,462,1186)
article-paragraph: لوگوں کی قوت مزید پہلے سے بھی کم کر دی ہے۔ حکومت کو اب تک سمجھ آجانی چاہیے کہ عام لوگوں کے مسائل کو جموں و کشمیر پیپلز پارٹی سید محمد حسین کاظمی مرتضیٰ یک سید مرتضیٰ حسین شاہ اور دیگر سے بات چیت کرتے ہوئے والے علاقوں کی ترقی پارٹیوں کو معاوضہ ادا کیا جائے xyxy=(242,350,360,429)
article-paragraph: لوگوں کی قوت مزید پہلے سے بھی کم کر دی ہے۔ حکومت کو اب تک سمجھ آجانی چاہیے کہ عام لوگوں کے مسائل کو جموں و کشمیر پیپلز پارٹی سید محمد حسین کاظمی مرتضیٰ یک سید مرتضیٰ حسین شاہ اور دیگر سے بات چیت کرتے ہوئے والے علاقوں کی xyxy=(362,310,480,379)
continued-box xyxy=(365,102,463,122)
continued-box xyxy=(604,1237,702,1257)
article-paragraph: لوگوں کی قوت مزید پہلے سے بھی کم کر دی ہے۔ حکومت کو اب تک سمجھ آجانی چاہیے کہ عام لوگوں کے مسائل کو جموں و کشمیر پیپلز پارٹی سید محمد حسین کاظمی مرتضیٰ یک سید مرتضیٰ حسین شاہ اور دیگر سے بات چیت کرتے ہوئے والے علاقوں کی ترقی پارٹیوں کو معاوضہ ادا کیا جائے xyxy=(842,1423,964,1502)
continued-label: بقیہ xyxy=(920,1053,942,1071)
article-paragraph: لوگوں کی قوت مزید پہلے سے بھی کم کر دی ہے۔ حکومت کو اب تک سمجھ آجانی چاہیے کہ عام لوگوں کے مسائل کو جموں و کشمیر پیپلز پارٹی سید محمد حسین کاظمی مرتضیٰ یک سید مرتضیٰ حسین شاہ اور دیگر سے بات چیت کرتے ہوئے والے علاقوں کی ترقی پارٹیوں کو معاوضہ ادا کیا جائے xyxy=(842,1341,964,1420)
news-column xyxy=(482,1375,600,1489)
article-paragraph: لوگوں کی قوت مزید پہلے سے بھی کم کر دی ہے۔ حکومت کو اب تک سمجھ آجانی چاہیے کہ عام لوگوں کے مسائل کو جموں و کشمیر پیپلز پارٹی سید محمد حسین کاظمی مرتضیٰ یک سید مرتضیٰ حسین شاہ اور دیگر سے بات چیت کرتے ہوئے والے علاقوں کی ترقی پارٹیوں کو معاوضہ ادا کیا جائے xyxy=(722,756,840,835)
continued-box xyxy=(125,637,223,657)
continued-label: بقیہ xyxy=(560,1156,582,1174)
continued-number: 61 xyxy=(486,1156,504,1174)
continued-number: 56 xyxy=(486,81,504,99)
article-paragraph: لوگوں کی قوت مزید پہلے سے بھی کم کر دی ہے۔ حکومت کو اب تک سمجھ آجانی چاہیے کہ عام لوگوں کے مسائل کو جموں و کشمیر پیپلز پارٹی سید محمد حسین کاظمی مرتضیٰ یک سید مرتضیٰ حسین شاہ اور دیگر سے بات چیت کرتے ہوئے والے علاقوں کی ترقی پارٹیوں کو معاوضہ ادا کیا جائے xyxy=(122,1285,240,1364)
continued-box xyxy=(365,877,463,897)
article-paragraph: لوگوں کی قوت مزید پہلے سے بھی کم کر دی ہے۔ حکومت کو اب تک سمجھ آجانی چاہیے کہ عام لوگوں کے مسائل کو جموں و کشمیر پیپلز پارٹی سید محمد حسین کاظمی مرتضیٰ یک سید مرتضیٰ حسین شاہ اور دیگر سے xyxy=(2,983,120,1042)
news-column xyxy=(122,1285,240,1563)
news-column xyxy=(2,520,120,746)
news-column xyxy=(482,1178,600,1342)
continued-box xyxy=(485,1352,583,1372)
article-paragraph: لوگوں کی قوت مزید پہلے سے بھی کم کر دی ہے۔ حکومت کو اب تک سمجھ آجانی چاہیے کہ عام لوگوں کے مسائل کو جموں و کشمیر پیپلز پارٹی xyxy=(482,492,600,531)
continued-label: بقیہ xyxy=(80,1283,102,1301)
continued-number: 84 xyxy=(6,1053,24,1071)
continued-number: 75 xyxy=(126,208,144,226)
continued-label: بقیہ xyxy=(80,498,102,516)
article-paragraph: لوگوں کی قوت مزید پہلے سے بھی کم کر دی ہے۔ حکومت کو اب تک سمجھ آجانی چاہیے کہ عام لوگوں کے مسائل کو جموں و کشمیر پیپلز پارٹی سید محمد حسین کاظمی مرتضیٰ یک سید مرتضیٰ حسین شاہ اور دیگر سے بات چیت کرتے ہوئے والے علاقوں کی ترقی پارٹیوں کو معاوضہ ادا کیا جائے xyxy=(722,1429,840,1508)
continued-label: بقیہ xyxy=(560,543,582,561)
continued-box xyxy=(845,510,943,530)
article-paragraph: لوگوں کی قوت مزید پہلے سے بھی کم کر دی ہے۔ حکومت کو اب تک سمجھ آجانی چاہیے کہ عام لوگوں کے مسائل کو جموں و کشمیر پیپلز پارٹی سید محمد حسین کاظمی مرتضیٰ یک سید مرتضیٰ حسین شاہ اور دیگر سے بات چیت کرتے ہوئے والے علاقوں کی ترقی پارٹیوں کو معاوضہ ادا کیا جائے xyxy=(362,415,480,494)
continued-number: 65 xyxy=(366,206,384,224)
email-block: E-mail: dailyshaheen@gmail.com dailyshaheen@hotmail.com xyxy=(655,82,845,104)
article-paragraph: لوگوں کی قوت مزید پہلے سے بھی کم کر دی ہے۔ حکومت کو اب تک سمجھ آجانی چاہیے کہ عام لوگوں کے مسائل کو جموں و کشمیر پیپلز پارٹی سید محمد حسین کاظمی مرتضیٰ یک سید مرتضیٰ حسین شاہ اور دیگر سے بات چیت کرتے ہوئے والے علاقوں کی ترقی پارٹیوں کو معاوضہ ادا کیا جائے xyxy=(2,1075,120,1154)
dateline: روزنامہ شاہین میرپور(2)25 اپریل 2019ء xyxy=(334,2,566,17)
continued-box xyxy=(604,832,702,852)
continued-label: بقیہ xyxy=(560,1030,582,1048)
column-divider xyxy=(841,510,842,1570)
continued-label: بقیہ xyxy=(320,581,342,599)
article-paragraph: لوگوں کی قوت مزید پہلے سے بھی کم کر دی ہے۔ حکومت کو اب تک سمجھ آجانی چاہیے کہ عام لوگوں کے مسائل کو جموں و کشمیر پیپلز پارٹی سید محمد حسین کاظمی مرتضیٰ یک سید مرتضیٰ حسین شاہ اور دیگر سے بات چیت کرتے ہوئے والے علاقوں کی ترقی پارٹیوں کو معاوضہ ادا کیا جائے xyxy=(2,857,120,936)
article-paragraph: لوگوں کی قوت مزید پہلے سے بھی کم کر دی ہے۔ حکومت کو اب تک سمجھ آجانی چاہیے کہ عام لوگوں کے مسائل کو جموں و کشمیر پیپلز پارٹی سید محمد حسین کاظمی مرتضیٰ یک سید مرتضیٰ حسین شاہ اور دیگر سے بات چیت کرتے ہوئے والے علاقوں کی ترقی xyxy=(842,1239,964,1308)
article-paragraph: لوگوں کی قوت مزید پہلے سے بھی کم کر دی ہے۔ حکومت کو اب تک سمجھ آجانی چاہیے کہ عام لوگوں کے مسائل کو جموں و کشمیر پیپلز پارٹی سید محمد حسین کاظمی مرتضیٰ یک سید مرتضیٰ حسین شاہ اور دیگر سے بات چیت کرتے ہوئے والے علاقوں کی ترقی پارٹیوں کو معاوضہ ادا کیا جائے xyxy=(722,1265,840,1344)
news-column xyxy=(842,647,964,751)
continued-box xyxy=(5,497,103,517)
article-paragraph: لوگوں کی قوت مزید پہلے سے بھی کم کر دی ہے۔ حکومت کو اب تک سمجھ آجانی چاہیے کہ عام لوگوں کے مسائل کو جموں و کشمیر پیپلز پارٹی سید محمد حسین کاظمی مرتضیٰ یک سید مرتضیٰ حسین شاہ اور دیگر سے بات چیت کرتے ہوئے والے علاقوں کی ترقی پارٹیوں کو معاوضہ ادا کیا جائے xyxy=(122,1367,240,1446)
continued-label: بقیہ xyxy=(80,961,102,979)
article-paragraph: لوگوں کی قوت مزید پہلے سے بھی کم کر دی ہے۔ حکومت کو اب تک سمجھ آجانی چاہیے کہ عام لوگوں کے مسائل کو جموں و کشمیر پیپلز پارٹی سید محمد حسین کاظمی مرتضیٰ یک سید مرتضیٰ حسین شاہ اور دیگر سے بات چیت کرتے ہوئے والے علاقوں کی ترقی پارٹیوں کو معاوضہ ادا کیا جائے xyxy=(2,1387,120,1466)
article-paragraph: لوگوں کی قوت مزید پہلے سے بھی کم کر دی ہے۔ حکومت کو اب تک سمجھ آجانی چاہیے کہ عام لوگوں کے مسائل کو جموں و کشمیر پیپلز پارٹی سید محمد حسین کاظمی مرتضیٰ یک سید مرتضیٰ حسین شاہ اور دیگر سے بات چیت کرتے ہوئے والے علاقوں کی ترقی پارٹیوں کو معاوضہ ادا کیا جائے xyxy=(242,931,360,1010)
article-paragraph: لوگوں کی قوت مزید پہلے سے بھی کم کر دی ہے۔ حکومت کو اب تک سمجھ آجانی چاہیے کہ عام لوگوں کے مسائل کو جموں و کشمیر پیپلز پارٹی سید محمد حسین کاظمی مرتضیٰ یک سید مرتضیٰ حسین شاہ اور دیگر سے بات چیت کرتے ہوئے والے علاقوں کی ترقی پارٹیوں کو معاوضہ ادا کیا جائے xyxy=(602,580,720,659)
article-paragraph: لوگوں کی قوت مزید پہلے سے بھی کم کر دی ہے۔ حکومت کو اب تک سمجھ آجانی چاہیے کہ عام لوگوں کے مسائل کو جموں و کشمیر پیپلز پارٹی سید محمد حسین کاظمی مرتضیٰ یک سید مرتضیٰ حسین شاہ اور دیگر سے بات چیت کرتے ہوئے والے علاقوں کی ترقی پارٹیوں کو معاوضہ ادا کیا جائے xyxy=(242,1259,360,1338)
article-paragraph: لوگوں کی قوت مزید پہلے سے بھی کم کر دی ہے۔ حکومت کو اب تک سمجھ آجانی چاہیے کہ عام لوگوں کے مسائل کو جموں و کشمیر پیپلز پارٹی سید محمد حسین کاظمی مرتضیٰ یک سید مرتضیٰ حسین شاہ اور دیگر سے بات چیت کرتے ہوئے والے علاقوں کی ترقی پارٹیوں کو معاوضہ ادا کیا جائے xyxy=(362,1015,480,1094)
continued-box xyxy=(125,1077,223,1097)
article-paragraph: لوگوں کی قوت مزید پہلے سے بھی کم کر دی ہے۔ حکومت کو اب تک سمجھ آجانی چاہیے کہ عام لوگوں کے مسائل کو جموں و کشمیر پیپلز پارٹی سید محمد حسین کاظمی مرتضیٰ یک سید مرتضیٰ حسین شاہ اور دیگر سے بات چیت کرتے ہوئے والے علاقوں کی ترقی پارٹیوں کو معاوضہ ادا کیا جائے xyxy=(242,186,360,265)
continued-label: بقیہ xyxy=(80,753,102,771)
article-paragraph: لوگوں کی قوت مزید پہلے سے بھی کم کر دی ہے۔ حکومت کو اب تک سمجھ آجانی چاہیے کہ عام لوگوں کے مسائل کو جموں و کشمیر پیپلز پارٹی سید محمد حسین کاظمی مرتضیٰ یک سید مرتضیٰ حسین شاہ اور دیگر سے بات چیت کرتے ہوئے والے علاقوں کی ترقی پارٹیوں کو معاوضہ ادا کیا جائے xyxy=(2,1469,120,1548)
article-paragraph: لوگوں کی قوت مزید پہلے سے بھی کم کر دی ہے۔ حکومت کو اب تک سمجھ آجانی چاہیے کہ عام لوگوں کے xyxy=(362,834,480,863)
column-divider xyxy=(481,22,482,1570)
continued-box xyxy=(5,1052,103,1072)
continued-number: 62 xyxy=(486,1353,504,1371)
continued-label: بقیہ xyxy=(440,103,462,121)
article-paragraph: لوگوں کی قوت مزید پہلے سے بھی کم کر دی ہے۔ حکومت کو اب تک سمجھ آجانی چاہیے کہ عام لوگوں کے مسائل کو جموں و کشمیر پیپلز پارٹی سید محمد حسین کاظمی مرتضیٰ یک سید مرتضیٰ حسین شاہ اور دیگر سے بات چیت کرتے ہوئے والے علاقوں کی ترقی پارٹیوں کو معاوضہ ادا کیا جائے xyxy=(482,328,600,407)
article-paragraph: لوگوں کی قوت مزید پہلے سے بھی کم کر دی ہے۔ حکومت کو اب تک سمجھ آجانی چاہیے کہ عام لوگوں کے مسائل کو جموں و کشمیر پیپلز پارٹی سید محمد حسین کاظمی مرتضیٰ یک سید مرتضیٰ حسین شاہ اور دیگر سے xyxy=(362,1097,480,1156)
article-paragraph: لوگوں کی قوت مزید پہلے سے بھی کم کر دی ہے۔ حکومت کو اب تک سمجھ آجانی چاہیے کہ عام لوگوں کے مسائل کو جموں و کشمیر پیپلز پارٹی سید محمد حسین کاظمی مرتضیٰ یک سید مرتضیٰ حسین شاہ اور دیگر سے xyxy=(2,684,120,743)
news-column xyxy=(122,230,240,630)
continued-label: بقیہ xyxy=(560,798,582,816)
article-paragraph: لوگوں کی قوت مزید پہلے سے بھی کم کر دی ہے۔ حکومت کو اب تک سمجھ آجانی چاہیے کہ عام لوگوں کے مسائل کو جموں و کشمیر پیپلز پارٹی سید محمد حسین کاظمی مرتضیٰ یک سید مرتضیٰ حسین شاہ اور دیگر سے بات چیت کرتے ہوئے والے علاقوں کی ترقی پارٹیوں کو معاوضہ ادا کیا جائے xyxy=(2,244,120,323)
article-paragraph: لوگوں کی قوت مزید پہلے سے بھی کم کر دی ہے۔ حکومت کو اب تک سمجھ آجانی چاہیے کہ عام لوگوں کے مسائل کو جموں و کشمیر پیپلز پارٹی xyxy=(482,984,600,1023)
continued-label: بقیہ xyxy=(920,511,942,529)
continued-number: 55 xyxy=(605,1238,623,1256)
news-column xyxy=(122,22,240,146)
article-paragraph: لوگوں کی قوت مزید پہلے سے بھی کم کر دی ہے۔ حکومت کو اب تک سمجھ آجانی چاہیے کہ عام لوگوں کے مسائل کو جموں و کشمیر پیپلز پارٹی سید محمد حسین کاظمی مرتضیٰ یک سید مرتضیٰ حسین شاہ اور دیگر سے بات چیت کرتے ہوئے والے علاقوں کی ترقی پارٹیوں کو معاوضہ ادا کیا جائے xyxy=(2,1157,120,1236)
news-column xyxy=(482,103,600,299)
news-column xyxy=(482,820,600,1026)
article-paragraph: لوگوں کی قوت مزید پہلے سے بھی کم کر دی ہے۔ حکومت کو اب تک سمجھ آجانی چاہیے کہ عام لوگوں کے مسائل کو جموں و کشمیر پیپلز پارٹی سید محمد حسین کاظمی مرتضیٰ یک سید مرتضیٰ حسین شاہ اور دیگر سے بات چیت کرتے ہوئے والے علاقوں کی ترقی پارٹیوں کو معاوضہ ادا کیا جائے xyxy=(242,1095,360,1174)
news-column xyxy=(722,1183,840,1563)
article-paragraph: لوگوں کی قوت مزید پہلے سے بھی کم کر دی ہے۔ حکومت کو اب تک سمجھ آجانی چاہیے کہ عام لوگوں کے مسائل کو جموں و کشمیر پیپلز پارٹی سید محمد حسین کاظمی مرتضیٰ یک سید مرتضیٰ حسین شاہ اور دیگر سے بات چیت کرتے ہوئے والے علاقوں کی ترقی پارٹیوں کو معاوضہ ادا کیا جائے xyxy=(242,22,360,101)
continued-box xyxy=(245,1405,343,1425)
continued-box xyxy=(365,392,463,412)
article-paragraph: لوگوں کی قوت مزید پہلے سے بھی کم کر دی ہے۔ حکومت کو اب تک سمجھ آجانی چاہیے کہ عام لوگوں کے مسائل کو جموں و کشمیر پیپلز پارٹی سید محمد حسین کاظمی مرتضیٰ یک سید مرتضیٰ حسین شاہ اور دیگر سے بات چیت کرتے ہوئے والے علاقوں کی ترقی پارٹیوں کو معاوضہ ادا کیا جائے xyxy=(602,1110,720,1189)
article-paragraph: لوگوں کی قوت مزید پہلے سے بھی کم کر دی ہے۔ حکومت کو اب تک سمجھ آجانی چاہیے کہ عام لوگوں کے مسائل کو جموں و کشمیر پیپلز پارٹی سید محمد حسین کاظمی مرتضیٰ یک سید مرتضیٰ حسین شاہ اور دیگر سے بات چیت کرتے ہوئے والے علاقوں کی ترقی پارٹیوں کو معاوضہ ادا کیا جائے xyxy=(122,972,240,1051)
article-paragraph: لوگوں کی قوت مزید پہلے سے بھی کم کر دی ہے۔ حکومت کو اب تک سمجھ آجانی چاہیے کہ عام لوگوں کے xyxy=(122,824,240,853)
continued-number: 67 xyxy=(366,648,384,666)
article-paragraph: لوگوں کی قوت مزید پہلے سے بھی کم کر دی ہے۔ حکومت کو اب تک سمجھ آجانی چاہیے کہ عام لوگوں کے مسائل کو جموں و کشمیر پیپلز پارٹی سید محمد حسین کاظمی مرتضیٰ یک سید مرتضیٰ حسین شاہ اور دیگر سے xyxy=(482,729,600,788)
article-paragraph: لوگوں کی قوت مزید پہلے سے بھی کم کر دی ہے۔ حکومت کو اب تک سمجھ آجانی چاہیے کہ عام لوگوں کے مسائل کو جموں و کشمیر پیپلز پارٹی سید محمد حسین کاظمی مرتضیٰ یک سید مرتضیٰ حسین شاہ اور دیگر سے بات چیت کرتے ہوئے والے علاقوں کی ترقی پارٹیوں کو معاوضہ ادا کیا جائے xyxy=(482,410,600,489)
article-paragraph: لوگوں کی قوت مزید پہلے سے بھی کم کر دی ہے۔ حکومت کو اب تک سمجھ آجانی چاہیے کہ عام لوگوں کے مسائل کو جموں و کشمیر پیپلز پارٹی سید محمد حسین کاظمی مرتضیٰ یک سید مرتضیٰ حسین شاہ اور دیگر سے بات چیت کرتے ہوئے والے علاقوں کی ترقی پارٹیوں کو معاوضہ ادا کیا جائے xyxy=(482,1178,600,1257)
continued-label: بقیہ xyxy=(799,1161,821,1179)
continued-number: 48 xyxy=(846,1053,864,1071)
article-paragraph: لوگوں کی قوت مزید پہلے سے بھی کم کر دی ہے۔ حکومت کو اب تک سمجھ آجانی چاہیے کہ عام لوگوں کے مسائل کو جموں و کشمیر پیپلز پارٹی سید محمد حسین کاظمی مرتضیٰ یک سید مرتضیٰ حسین شاہ اور دیگر سے بات چیت کرتے ہوئے والے علاقوں کی ترقی پارٹیوں کو معاوضہ ادا کیا جائے xyxy=(842,949,964,1028)
article-paragraph: لوگوں کی قوت مزید پہلے سے بھی کم کر دی ہے۔ حکومت کو اب تک سمجھ آجانی چاہیے کہ عام لوگوں کے مسائل کو جموں و کشمیر پیپلز پارٹی سید محمد حسین کاظمی مرتضیٰ یک سید مرتضیٰ حسین شاہ اور دیگر سے xyxy=(602,1019,720,1078)
article-paragraph: لوگوں کی قوت مزید پہلے سے بھی کم کر دی ہے۔ حکومت کو اب تک سمجھ آجانی چاہیے کہ عام لوگوں کے مسائل کو جموں و کشمیر پیپلز پارٹی سید محمد حسین کاظمی مرتضیٰ یک سید مرتضیٰ حسین شاہ اور دیگر سے بات چیت کرتے ہوئے والے علاقوں کی ترقی پارٹیوں کو معاوضہ ادا کیا جائے xyxy=(842,867,964,946)
article-paragraph: لوگوں کی قوت مزید پہلے سے بھی کم کر دی ہے۔ حکومت کو اب تک سمجھ آجانی چاہیے کہ عام لوگوں کے مسائل کو جموں و کشمیر پیپلز پارٹی سید محمد حسین کاظمی مرتضیٰ یک سید مرتضیٰ حسین شاہ اور دیگر سے بات چیت کرتے ہوئے والے علاقوں کی ترقی پارٹیوں کو معاوضہ ادا کیا جائے xyxy=(242,1177,360,1256)
article-paragraph: لوگوں کی قوت مزید پہلے سے بھی کم کر دی ہے۔ حکومت کو اب تک سمجھ آجانی چاہیے کہ عام لوگوں کے مسائل کو جموں و کشمیر پیپلز پارٹی سید محمد حسین کاظمی مرتضیٰ یک سید مرتضیٰ حسین شاہ اور دیگر سے بات چیت کرتے ہوئے والے علاقوں کی ترقی پارٹیوں کو معاوضہ ادا کیا جائے xyxy=(242,767,360,846)
article-paragraph: لوگوں کی قوت مزید پہلے سے بھی کم کر دی ہے۔ حکومت کو اب تک سمجھ آجانی چاہیے کہ عام لوگوں کے مسائل کو جموں و کشمیر پیپلز پارٹی سید محمد حسین کاظمی مرتضیٰ یک سید مرتضیٰ حسین شاہ اور دیگر سے بات چیت کرتے ہوئے والے علاقوں کی ترقی پارٹیوں کو معاوضہ ادا کیا جائے xyxy=(242,1013,360,1092)
continued-box xyxy=(845,762,943,782)
continued-label: بقیہ xyxy=(440,878,462,896)
continued-number: 60 xyxy=(486,1030,504,1048)
continued-box xyxy=(604,1087,702,1107)
continued-label: بقیہ xyxy=(440,393,462,411)
article-paragraph: لوگوں کی قوت مزید پہلے سے بھی کم کر دی ہے۔ حکومت کو اب تک سمجھ آجانی چاہیے کہ عام لوگوں کے مسائل کو جموں و کشمیر پیپلز پارٹی سید محمد حسین کاظمی مرتضیٰ یک سید مرتضیٰ حسین شاہ اور دیگر سے بات چیت کرتے ہوئے والے علاقوں کی ترقی پارٹیوں کو معاوضہ ادا کیا جائے xyxy=(602,937,720,1016)
continued-box xyxy=(604,717,702,737)
continued-box xyxy=(5,752,103,772)
continued-box xyxy=(485,797,583,817)
news-column xyxy=(482,1515,600,1567)
news-column xyxy=(362,1375,480,1561)
continued-label: بقیہ xyxy=(320,1406,342,1424)
newspaper-logo: ٹیچر پرست ارشاد ربانی SHAHEEN شاہین میرپور ایڈیٹر: خالد چودھری xyxy=(847,22,965,104)
continued-label: بقیہ xyxy=(560,306,582,324)
news-column xyxy=(602,1110,720,1234)
continued-label: بقیہ xyxy=(679,1238,701,1256)
article-paragraph: لوگوں کی قوت مزید پہلے سے بھی کم کر دی ہے۔ حکومت کو اب تک xyxy=(362,1539,480,1558)
continued-number: 79 xyxy=(126,1263,144,1281)
continued-number: 53 xyxy=(605,833,623,851)
article-paragraph: لوگوں کی قوت مزید پہلے سے بھی کم کر دی ہے۔ حکومت کو اب تک سمجھ آجانی چاہیے کہ عام لوگوں کے مسائل کو جموں و کشمیر پیپلز پارٹی سید محمد حسین کاظمی مرتضیٰ یک سید مرتضیٰ حسین شاہ اور دیگر سے بات چیت کرتے ہوئے والے علاقوں کی ترقی پارٹیوں کو معاوضہ ادا کیا جائے xyxy=(242,685,360,764)
continued-box xyxy=(125,150,223,170)
continued-label: بقیہ xyxy=(440,206,462,224)
article-paragraph: لوگوں کی قوت مزید پہلے سے بھی کم کر دی ہے۔ حکومت کو اب تک سمجھ آجانی چاہیے کہ عام لوگوں کے مسائل کو جموں و کشمیر پیپلز پارٹی سید محمد حسین کاظمی مرتضیٰ یک سید مرتضیٰ حسین شاہ اور دیگر سے بات چیت کرتے ہوئے والے علاقوں کی ترقی پارٹیوں کو معاوضہ ادا کیا جائے xyxy=(2,520,120,599)
article-paragraph: لوگوں کی قوت مزید پہلے سے بھی کم کر دی ہے۔ حکومت کو اب تک سمجھ آجانی چاہیے کہ عام لوگوں کے مسائل کو جموں و کشمیر پیپلز پارٹی سید محمد حسین کاظمی مرتضیٰ یک سید مرتضیٰ حسین شاہ اور دیگر سے بات چیت کرتے ہوئے والے علاقوں کی ترقی پارٹیوں کو معاوضہ ادا کیا جائے xyxy=(122,890,240,969)
article-paragraph: لوگوں کی قوت مزید پہلے سے بھی کم کر دی ہے۔ حکومت کو اب تک سمجھ آجانی چاہیے کہ عام لوگوں کے مسائل کو جموں و کشمیر پیپلز پارٹی سید محمد حسین کاظمی مرتضیٰ یک سید مرتضیٰ حسین شاہ اور دیگر سے بات چیت کرتے ہوئے والے علاقوں کی ترقی پارٹیوں کو معاوضہ ادا کیا جائے xyxy=(722,920,840,999)
continued-label: بقیہ xyxy=(440,993,462,1011)
continued-box xyxy=(365,1352,463,1372)
news-column xyxy=(482,22,600,74)
continued-number: 74 xyxy=(126,151,144,169)
article-paragraph: لوگوں کی قوت مزید پہلے سے بھی xyxy=(490,1134,600,1143)
article-paragraph: لوگوں کی قوت مزید پہلے سے بھی کم کر دی ہے۔ حکومت کو اب تک سمجھ آجانی چاہیے کہ عام لوگوں کے مسائل کو جموں و کشمیر پیپلز پارٹی سید محمد حسین کاظمی مرتضیٰ یک سید مرتضیٰ حسین شاہ اور دیگر سے بات چیت کرتے ہوئے والے علاقوں کی ترقی پارٹیوں کو معاوضہ ادا کیا جائے xyxy=(362,228,480,307)
continued-number: 50 xyxy=(725,1161,743,1179)
news-column xyxy=(842,1075,964,1311)
continued-box xyxy=(845,1318,943,1338)
article-paragraph: لوگوں کی قوت مزید پہلے سے بھی xyxy=(130,1054,240,1063)
continued-label: بقیہ xyxy=(679,718,701,736)
article-paragraph: لوگوں کی قوت مزید پہلے سے بھی کم کر دی ہے۔ حکومت کو اب تک سمجھ آجانی چاہیے کہ عام لوگوں کے مسائل کو جموں و کشمیر پیپلز پارٹی سید محمد حسین کاظمی مرتضیٰ یک سید مرتضیٰ حسین شاہ اور دیگر سے بات چیت کرتے ہوئے والے علاقوں کی ترقی پارٹیوں کو معاوضہ ادا کیا جائے xyxy=(2,408,120,487)
news-column xyxy=(602,510,720,552)
article-paragraph: لوگوں کی قوت مزید پہلے سے بھی کم کر دی ہے۔ حکومت کو اب تک سمجھ آجانی چاہیے کہ عام لوگوں کے مسائل کو جموں و کشمیر پیپلز پارٹی سید محمد حسین کاظمی مرتضیٰ یک سید مرتضیٰ حسین شاہ اور دیگر سے بات چیت کرتے ہوئے والے علاقوں کی ترقی پارٹیوں کو معاوضہ ادا کیا جائے xyxy=(2,602,120,681)
continued-box xyxy=(845,1052,943,1072)
article-paragraph: لوگوں کی قوت مزید پہلے سے بھی کم کر دی ہے۔ حکومت کو اب تک سمجھ آجانی چاہیے کہ عام لوگوں کے مسائل کو جموں و کشمیر پیپلز پارٹی سید محمد حسین کاظمی مرتضیٰ یک سید مرتضیٰ حسین شاہ اور دیگر سے xyxy=(242,514,360,573)
editorial xyxy=(603,142,963,508)
article-paragraph: لوگوں کی قوت مزید پہلے سے بھی کم کر دی ہے۔ حکومت کو اب تک سمجھ آجانی چاہیے کہ عام لوگوں کے مسائل کو جموں و کشمیر پیپلز پارٹی سید محمد حسین کاظمی مرتضیٰ یک سید مرتضیٰ حسین شاہ اور دیگر سے بات چیت کرتے ہوئے والے علاقوں کی ترقی پارٹیوں کو معاوضہ ادا کیا جائے xyxy=(122,312,240,391)
continued-number: 69 xyxy=(366,993,384,1011)
article-paragraph: لوگوں کی قوت مزید پہلے سے بھی کم کر دی ہے۔ حکومت کو اب تک سمجھ آجانی چاہیے کہ عام لوگوں کے مسائل کو جموں و کشمیر پیپلز پارٹی سید محمد حسین کاظمی مرتضیٰ یک سید مرتضیٰ حسین شاہ اور دیگر سے بات چیت کرتے ہوئے والے علاقوں کی ترقی پارٹیوں کو معاوضہ ادا کیا جائے xyxy=(482,565,600,644)
article-paragraph: لوگوں کی قوت مزید پہلے سے بھی کم کر دی ہے۔ حکومت کو اب تک سمجھ آجانی چاہیے کہ عام لوگوں کے مسائل کو جموں و کشمیر پیپلز پارٹی سید محمد حسین کاظمی مرتضیٰ یک سید مرتضیٰ حسین شاہ اور دیگر سے بات چیت کرتے ہوئے والے علاقوں کی xyxy=(362,1272,480,1341)
news-column xyxy=(2,1075,120,1271)
article-paragraph: لوگوں کی قوت مزید پہلے سے بھی کم کر دی ہے۔ حکومت کو اب تک سمجھ آجانی چاہیے کہ عام لوگوں کے مسائل کو جموں و کشمیر پیپلز پارٹی سید محمد حسین کاظمی مرتضیٰ یک سید مرتضیٰ حسین شاہ اور دیگر سے بات چیت کرتے ہوئے والے علاقوں کی ترقی پارٹیوں کو معاوضہ ادا کیا جائے xyxy=(602,1260,720,1339)
editorial-headline: مصنوعی مہنگائی کی روک تھام کیلئے قبل از وقت اقدامات اٹھانا ہونگے ـــــــ xyxy=(603,106,963,140)
article-paragraph: لوگوں کی قوت مزید پہلے سے بھی کم کر دی ہے۔ حکومت کو اب تک سمجھ آجانی چاہیے کہ عام لوگوں کے مسائل کو جموں و کشمیر پیپلز پارٹی سید محمد حسین کاظمی مرتضیٰ یک xyxy=(242,1510,360,1559)
column-divider xyxy=(601,510,602,1570)
editorial-end-stars: ☆☆☆☆☆☆ xyxy=(645,492,694,502)
article-paragraph: لوگوں کی قوت مزید پہلے سے بھی کم کر دی ہے۔ حکومت کو اب تک سمجھ آجانی چاہیے کہ عام لوگوں کے مسائل کو جموں و کشمیر پیپلز پارٹی سید محمد حسین کاظمی مرتضیٰ یک سید مرتضیٰ حسین شاہ اور دیگر سے بات چیت کرتے ہوئے والے علاقوں کی ترقی پارٹیوں کو معاوضہ ادا کیا جائے xyxy=(362,1457,480,1536)
continued-box xyxy=(845,624,943,644)
article-paragraph: لوگوں کی قوت مزید پہلے سے بھی کم کر دی ہے۔ حکومت کو اب تک سمجھ آجانی چاہیے کہ عام لوگوں کے مسائل کو جموں و کشمیر پیپلز پارٹی سید محمد حسین کاظمی مرتضیٰ یک سید مرتضیٰ حسین شاہ اور دیگر سے بات چیت کرتے ہوئے والے علاقوں کی ترقی پارٹیوں کو معاوضہ ادا کیا جائے xyxy=(242,849,360,928)
article-paragraph: لوگوں کی قوت مزید پہلے سے بھی کم کر دی ہے۔ حکومت کو اب تک سمجھ آجانی چاہیے کہ عام لوگوں کے مسائل کو جموں و کشمیر پیپلز پارٹی سید محمد حسین کاظمی مرتضیٰ یک سید مرتضیٰ حسین شاہ اور دیگر سے بات چیت کرتے ہوئے والے علاقوں کی ترقی پارٹیوں کو معاوضہ ادا کیا جائے xyxy=(722,838,840,917)
article-paragraph: لوگوں کی قوت مزید پہلے سے بھی کم کر دی ہے۔ حکومت کو اب تک سمجھ آجانی چاہیے کہ عام لوگوں کے مسائل کو جموں و کشمیر پیپلز پارٹی سید محمد حسین کاظمی مرتضیٰ یک xyxy=(242,1341,360,1390)
continued-label: بقیہ xyxy=(200,638,222,656)
news-column xyxy=(362,670,480,866)
news-column xyxy=(602,580,720,714)
article-paragraph: لوگوں کی قوت مزید پہلے سے بھی کم کر دی ہے۔ حکومت کو اب تک سمجھ آجانی چاہیے کہ عام لوگوں کے مسائل کو جموں و کشمیر پیپلز پارٹی سید محمد حسین کاظمی مرتضیٰ یک سید مرتضیٰ حسین شاہ اور دیگر سے بات چیت کرتے ہوئے والے علاقوں کی xyxy=(722,1084,840,1153)
continued-label: بقیہ xyxy=(920,763,942,781)
article-paragraph: لوگوں کی قوت مزید پہلے سے بھی کم کر دی ہے۔ حکومت کو اب تک سمجھ آجانی چاہیے کہ عام لوگوں کے مسائل کو جموں و کشمیر پیپلز پارٹی سید محمد حسین کاظمی مرتضیٰ یک سید مرتضیٰ حسین شاہ اور دیگر سے بات چیت کرتے ہوئے والے علاقوں کی ترقی پارٹیوں کو معاوضہ ادا کیا جائے xyxy=(122,22,240,101)
news-column xyxy=(482,328,600,534)
